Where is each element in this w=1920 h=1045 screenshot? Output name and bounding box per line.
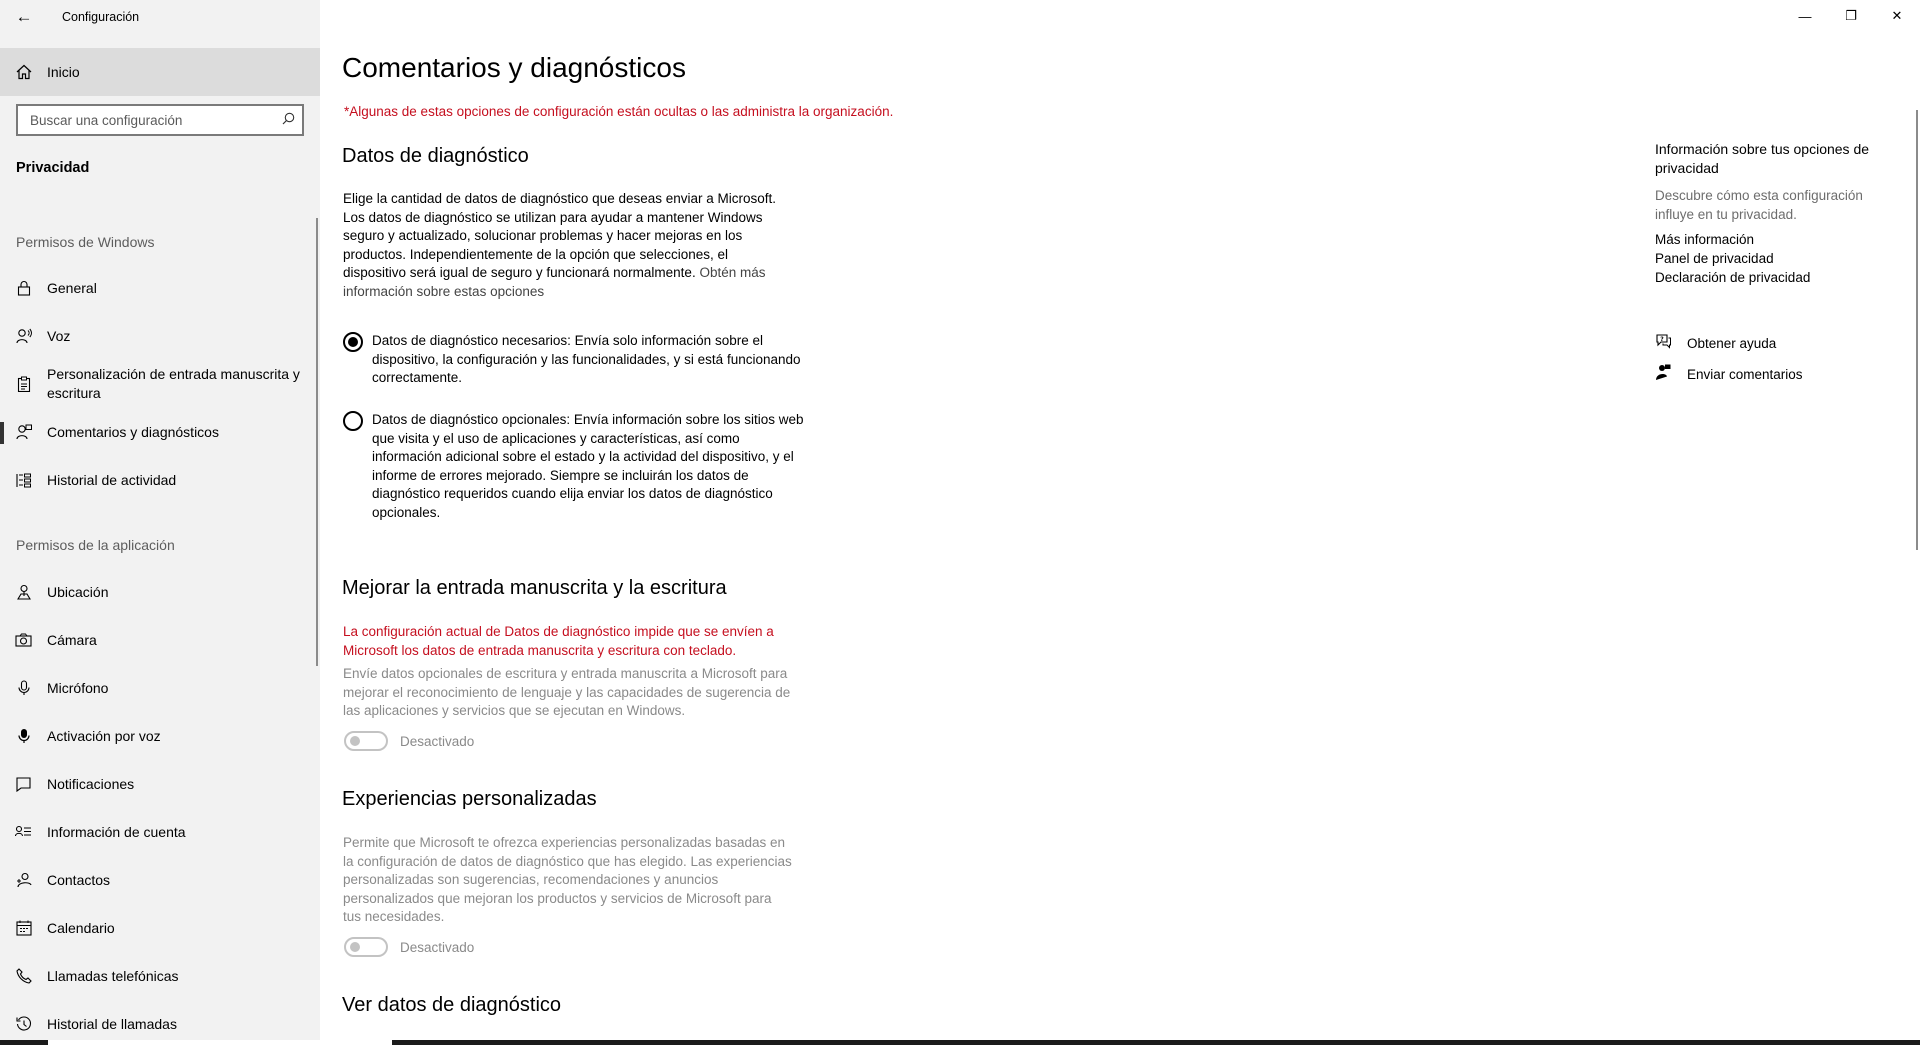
microphone-icon (0, 680, 47, 696)
sidebar-item-inking[interactable] (0, 358, 316, 410)
speech-icon (0, 328, 47, 344)
send-feedback-icon (1655, 364, 1673, 384)
section-title: Privacidad (16, 160, 90, 176)
app-title: Configuración (62, 10, 140, 24)
get-help-link[interactable] (1655, 333, 1776, 353)
timeline-icon (0, 472, 47, 488)
sidebar-item-notifications[interactable] (0, 760, 316, 808)
inking-heading: Mejorar la entrada manuscrita y la escritura (342, 577, 727, 599)
sidebar-item-account-info[interactable] (0, 808, 316, 856)
sidebar-item-label: Personalización de entrada manuscrita y escritura (47, 366, 300, 401)
back-button[interactable] (0, 0, 48, 34)
diagnostic-description (343, 190, 793, 302)
help-icon (1655, 333, 1673, 353)
sidebar-item-microphone[interactable] (0, 664, 316, 712)
notifications-icon (0, 777, 47, 792)
contacts-icon (0, 872, 47, 888)
call-history-icon (0, 1016, 47, 1032)
inking-toggle-row[interactable] (344, 731, 474, 751)
inking-warning: La configuración actual de Datos de diagnóstico impide que se envíen a Microsoft los datos de entrada manuscrita y escritura con teclado. (343, 624, 774, 658)
related-links (1655, 230, 1885, 287)
sidebar-item-home[interactable] (0, 48, 320, 96)
close-button[interactable] (1874, 0, 1920, 32)
tailored-description: Permite que Microsoft te ofrezca experiencias personalizadas basadas en la configuración de datos de diagnóstico que has elegido. Las experiencias personalizadas son sugerencias, recomendaciones y anuncios personalizados que mejoran los productos y servicios de Microsoft para tus necesidades. (343, 835, 792, 925)
sidebar-item-voice-activation[interactable] (0, 712, 316, 760)
sidebar-item-label: Voz (47, 328, 71, 344)
sidebar-item-activity-history[interactable] (0, 456, 316, 504)
sidebar-item-label: Ubicación (47, 584, 109, 600)
group-label-windows: Permisos de Windows (16, 234, 155, 250)
sidebar-item-label: General (47, 280, 97, 296)
window-controls (1782, 0, 1920, 32)
sidebar-scrollbar[interactable] (316, 218, 318, 666)
sidebar-item-label: Activación por voz (47, 728, 161, 744)
sidebar-item-label: Micrófono (47, 680, 109, 696)
sidebar-item-phone-calls[interactable] (0, 952, 316, 1000)
related-info (1655, 140, 1885, 287)
lock-icon (0, 280, 47, 296)
send-feedback-link[interactable] (1655, 364, 1803, 384)
sidebar-item-call-history[interactable] (0, 1000, 316, 1040)
sidebar-item-location[interactable] (0, 568, 316, 616)
restore-button[interactable] (1828, 0, 1874, 32)
sidebar-item-label: Historial de llamadas (47, 1016, 177, 1032)
radio-required-data[interactable] (343, 332, 823, 388)
minimize-button[interactable] (1782, 0, 1828, 32)
send-feedback-label: Enviar comentarios (1687, 366, 1803, 382)
taskbar-highlight (48, 1040, 392, 1045)
tailored-toggle-row[interactable] (344, 937, 474, 957)
radio-optional-label: Datos de diagnóstico opcionales: Envía información sobre los sitios web que visita y el uso de aplicaciones y características, así como información adicional sobre el estado y la actividad del dispositivo, y el informe de errores mejorado. Siempre se incluirán los datos de diagnóstico requeridos cuando elija enviar los datos de diagnóstico opcionales. (372, 412, 804, 520)
calendar-icon (0, 920, 47, 936)
sidebar-item-voz[interactable] (0, 312, 316, 360)
sidebar-item-general[interactable] (0, 264, 316, 312)
sidebar-item-label: Historial de actividad (47, 472, 177, 488)
minimize-icon: — (1798, 8, 1812, 24)
tailored-toggle[interactable] (344, 937, 388, 957)
search-input[interactable] (28, 112, 274, 129)
sidebar-item-contacts[interactable] (0, 856, 316, 904)
learn-more-link[interactable]: Obtén más información sobre estas opciones (343, 265, 766, 299)
taskbar-edge (0, 1040, 1920, 1045)
privacy-statement-link[interactable]: Declaración de privacidad (1655, 270, 1811, 285)
home-icon (0, 64, 47, 80)
inking-toggle-label: Desactivado (400, 733, 475, 749)
sidebar-item-label: Contactos (47, 872, 111, 888)
close-icon: ✕ (1891, 8, 1903, 23)
svg-text:?: ? (1660, 336, 1664, 343)
sidebar-item-feedback-diagnostics[interactable] (0, 408, 316, 456)
search-icon[interactable] (274, 112, 302, 128)
main-content (320, 0, 1920, 1040)
restore-icon: ❐ (1845, 8, 1857, 23)
get-help-label: Obtener ayuda (1687, 335, 1777, 351)
sidebar-item-label: Comentarios y diagnósticos (47, 424, 219, 440)
view-diagnostic-heading: Ver datos de diagnóstico (342, 994, 562, 1016)
camera-icon (0, 633, 47, 647)
phone-icon (0, 968, 47, 984)
sidebar-item-label: Llamadas telefónicas (47, 968, 179, 984)
title-bar (0, 0, 320, 34)
voice-activation-icon (0, 728, 47, 744)
clipboard-icon (0, 376, 47, 392)
diagnostic-data-heading: Datos de diagnóstico (342, 145, 529, 167)
radio-optional-data[interactable] (343, 411, 823, 523)
sidebar-item-calendar[interactable] (0, 904, 316, 952)
sidebar-item-camera[interactable] (0, 616, 316, 664)
privacy-options-title: Información sobre tus opciones de privacidad (1655, 141, 1870, 176)
page-title: Comentarios y diagnósticos (342, 52, 686, 83)
org-managed-note: *Algunas de estas opciones de configuración están ocultas o las administra la organización. (344, 104, 894, 119)
location-icon (0, 584, 47, 600)
main-scrollbar[interactable] (1916, 110, 1918, 550)
sidebar-item-label: Notificaciones (47, 776, 135, 792)
feedback-icon (0, 424, 47, 440)
account-info-icon (0, 825, 47, 839)
sidebar-item-label: Inicio (47, 64, 80, 80)
diagnostic-description-text: Elige la cantidad de datos de diagnóstico que deseas enviar a Microsoft. Los datos de diagnóstico se utilizan para ayudar a mantener Windows seguro y actualizado, solucionar problemas y hacer mejoras en los productos. Independientemente de la opción que selecciones, el dispositivo será igual de seguro y funcionará normalmente. (343, 191, 777, 281)
search-box[interactable] (16, 104, 304, 136)
privacy-options-description: Descubre cómo esta configuración influye en tu privacidad. (1655, 188, 1863, 222)
tailored-heading: Experiencias personalizadas (342, 788, 597, 810)
radio-button-unchecked[interactable] (343, 411, 363, 431)
tailored-toggle-label: Desactivado (400, 939, 475, 955)
inking-toggle[interactable] (344, 731, 388, 751)
sidebar-item-label: Cámara (47, 632, 97, 648)
privacy-dashboard-link[interactable]: Panel de privacidad (1655, 251, 1774, 266)
radio-required-label: Datos de diagnóstico necesarios: Envía solo información sobre el dispositivo, la configuración y las funcionalidades, y si está funcionando correctamente. (372, 333, 801, 386)
more-info-link[interactable]: Más información (1655, 232, 1755, 247)
sidebar-item-label: Calendario (47, 920, 115, 936)
sidebar-item-label: Información de cuenta (47, 824, 186, 840)
back-arrow-icon: ← (15, 7, 33, 26)
radio-button-checked[interactable] (343, 332, 363, 352)
inking-description: Envíe datos opcionales de escritura y entrada manuscrita a Microsoft para mejorar el reconocimiento de lenguaje y las capacidades de sugerencia de las aplicaciones y servicios que se ejecutan en Windows. (343, 666, 791, 719)
group-label-apps: Permisos de la aplicación (16, 537, 175, 553)
sidebar (0, 0, 320, 1040)
